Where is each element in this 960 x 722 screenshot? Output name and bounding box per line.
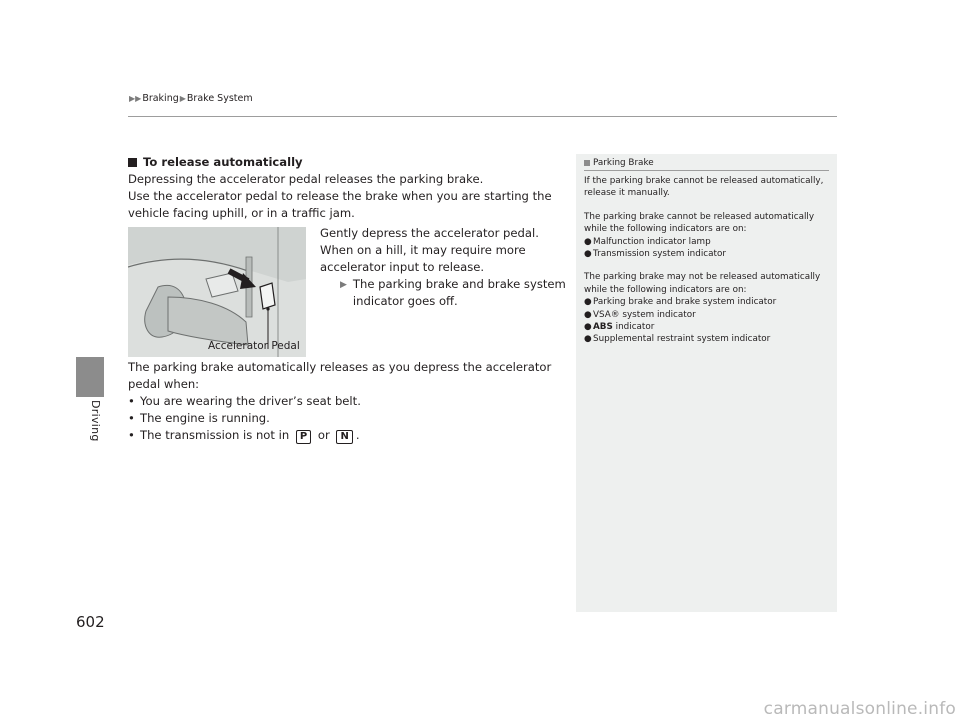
step-line-2: When on a hill, it may require more	[320, 243, 526, 257]
list-item-text	[593, 321, 654, 333]
list-item	[584, 333, 829, 345]
bullet-dot-icon: ●	[584, 334, 592, 345]
condition-lead: The parking brake automatically releases as you depress the accelerator pedal when:	[128, 360, 552, 391]
step-text	[320, 225, 570, 310]
accelerator-pedal-illustration	[128, 227, 306, 357]
breadcrumb-arrow-icon: ▶▶	[129, 94, 142, 103]
bullet-dot-icon: •	[128, 394, 135, 408]
sidebar-list-2	[584, 296, 829, 346]
intro-paragraph-2: Use the accelerator pedal to release the brake when you are starting the vehicle facing uphill, or in a traffic jam.	[128, 189, 552, 220]
note-marker-icon	[584, 160, 590, 166]
list-item	[584, 321, 829, 333]
list-item-text: Supplemental restraint system indicator	[593, 334, 771, 345]
or-text: or	[317, 428, 330, 442]
intro-paragraph-1: Depressing the accelerator pedal releases the parking brake.	[128, 172, 484, 186]
sidebar-paragraph-3: The parking brake may not be released automatically while the following indicators are on:	[584, 272, 821, 295]
sidebar-title-text: Parking Brake	[593, 158, 654, 168]
sub-note	[320, 276, 570, 310]
list-item	[128, 393, 568, 410]
list-item-text	[140, 427, 360, 444]
section-tab	[76, 357, 104, 397]
bullet-dot-icon: •	[128, 411, 135, 425]
bullet-dot-icon: ●	[584, 297, 592, 308]
list-item	[584, 236, 829, 248]
list-item	[128, 427, 568, 444]
section-heading	[128, 154, 568, 171]
abs-label: ABS	[593, 322, 613, 333]
breadcrumb-brake-system[interactable]: Brake System	[186, 93, 253, 104]
figure-row	[128, 225, 568, 359]
gear-n-key: N	[336, 430, 352, 444]
step-line-1: Gently depress the accelerator pedal.	[320, 226, 539, 240]
page-number: 602	[76, 613, 105, 631]
bullet-dot-icon: ●	[584, 309, 592, 320]
section-tab-label: Driving	[89, 400, 102, 442]
main-content	[128, 154, 568, 444]
figure-caption: Accelerator Pedal	[208, 340, 300, 352]
list-item	[584, 309, 829, 321]
bullet-dot-icon: •	[128, 428, 135, 442]
transmission-text: The transmission is not in	[140, 428, 290, 442]
breadcrumb	[128, 93, 253, 104]
arrow-icon: ▶	[340, 280, 347, 290]
sidebar-paragraph-2: The parking brake cannot be released automatically while the following indicators are on:	[584, 211, 815, 235]
list-item-text: Malfunction indicator lamp	[593, 236, 711, 247]
sidebar-title	[584, 158, 829, 171]
bullet-dot-icon: ●	[584, 236, 592, 247]
list-item-text: VSA® system indicator	[593, 309, 696, 320]
condition-list	[128, 393, 568, 444]
list-item-text: Parking brake and brake system indicator	[593, 297, 777, 308]
list-item-text: You are wearing the driver’s seat belt.	[140, 394, 361, 408]
abs-indicator-text: indicator	[615, 322, 655, 333]
bullet-dot-icon: ●	[584, 322, 592, 333]
sidebar-body	[576, 171, 837, 346]
list-item	[584, 248, 829, 260]
step-line-3: accelerator input to release.	[320, 260, 485, 274]
sidebar-list-1	[584, 236, 829, 261]
note-sidebar	[576, 154, 837, 612]
header-divider	[128, 116, 837, 117]
breadcrumb-arrow-icon: ▶	[179, 94, 186, 103]
list-item	[584, 296, 829, 308]
watermark: carmanualsonline.info	[763, 699, 956, 719]
list-item-text: Transmission system indicator	[593, 249, 726, 260]
sidebar-group-1	[584, 211, 829, 261]
breadcrumb-braking[interactable]: Braking	[142, 93, 179, 104]
gear-p-key: P	[296, 430, 311, 444]
bullet-dot-icon: ●	[584, 249, 592, 260]
sidebar-group-2	[584, 271, 829, 345]
period-text: .	[355, 428, 360, 442]
sub-note-text: The parking brake and brake system indicator goes off.	[352, 277, 566, 308]
section-heading-text: To release automatically	[143, 155, 303, 169]
list-item	[128, 410, 568, 427]
sidebar-paragraph-1: If the parking brake cannot be released automatically, release it manually.	[584, 176, 824, 199]
list-item-text: The engine is running.	[140, 411, 270, 425]
square-bullet-icon	[128, 158, 137, 167]
